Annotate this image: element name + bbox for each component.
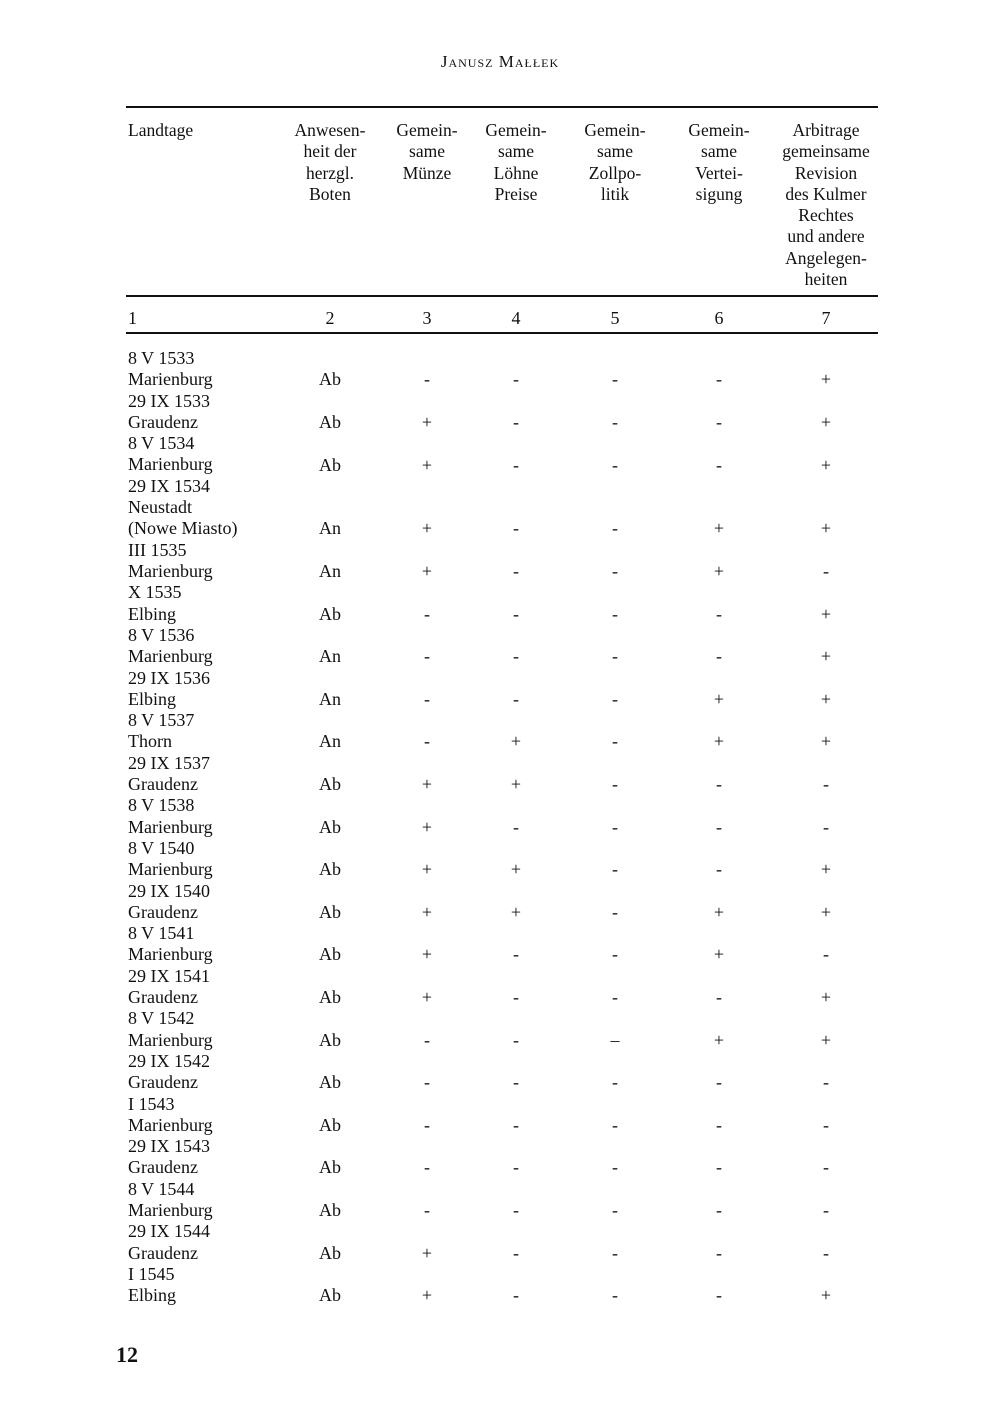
table-cell: + (820, 731, 832, 752)
table-cell: - (612, 1072, 618, 1093)
table-cell: - (823, 1200, 829, 1220)
table-cell: - (612, 859, 618, 880)
table-cell: - (424, 1200, 430, 1220)
table-cell: + (510, 859, 522, 880)
table-row-landtag (128, 668, 210, 711)
landtag-line: Marienburg (128, 859, 213, 880)
table-cell: - (513, 1200, 519, 1220)
table-cell: - (513, 1114, 519, 1135)
header-line: Zollpo- (588, 162, 642, 183)
landtag-line: 8 V 1542 (128, 1008, 195, 1029)
table-cell: Ab (319, 901, 341, 922)
table-cell: - (424, 603, 430, 624)
table-cell: - (612, 987, 618, 1007)
header-line: same (701, 141, 737, 162)
table-row-landtag (128, 795, 213, 838)
landtag-line: 29 IX 1537 (128, 752, 210, 773)
table-cell: + (820, 369, 832, 390)
table-cell: - (823, 944, 829, 965)
page-number: 12 (116, 1342, 138, 1367)
header-line: Angelegen- (785, 247, 867, 268)
landtag-line: Marienburg (128, 646, 213, 667)
landtag-line: Graudenz (128, 986, 198, 1007)
landtag-line: 8 V 1538 (128, 795, 195, 816)
header-line: sigung (695, 183, 743, 204)
table-cell: - (612, 454, 618, 475)
table-row-landtag (128, 966, 210, 1009)
table-cell: – (610, 1029, 620, 1050)
table-cell: + (820, 1029, 832, 1050)
table-cell: + (820, 603, 832, 624)
header-line: und andere (787, 226, 865, 247)
table-cell: - (716, 1285, 722, 1306)
header-line: Löhne (493, 162, 539, 183)
table-cell: - (823, 1072, 829, 1093)
landtag-line: III 1535 (128, 539, 187, 560)
table-row-landtag (128, 1051, 210, 1094)
header-line: Arbitrage (792, 120, 860, 140)
header-line: Preise (494, 183, 538, 204)
table-cell: - (424, 646, 430, 667)
column-number: 4 (511, 308, 521, 328)
landtag-line: I 1545 (128, 1263, 175, 1284)
table-row-landtag (128, 476, 237, 540)
table-cell: - (513, 816, 519, 837)
header-line: Anwesen- (294, 120, 366, 140)
landtag-line: 29 IX 1536 (128, 667, 210, 688)
table-cell: An (319, 688, 341, 709)
landtag-line: 8 V 1544 (128, 1178, 195, 1199)
table-row-landtag (128, 348, 213, 391)
table-cell: Ab (319, 987, 341, 1007)
header-line: gemeinsame (782, 141, 870, 162)
table-cell: - (513, 688, 519, 709)
table-cell: Ab (319, 816, 341, 837)
table-cell: - (513, 1029, 519, 1050)
table-cell: + (421, 561, 433, 581)
table-cell: Ab (319, 369, 341, 390)
header-line: Vertei- (695, 162, 743, 183)
table-cell: + (713, 1029, 725, 1050)
table-cell: - (612, 1242, 618, 1263)
header-line: Münze (402, 162, 452, 183)
table-cell: - (716, 603, 722, 624)
table-cell: An (319, 561, 341, 581)
table-cell: Ab (319, 1157, 341, 1178)
table-row-landtag (128, 1008, 213, 1051)
table-cell: + (713, 518, 725, 539)
table-cell: - (716, 369, 722, 390)
table-cell: An (319, 646, 341, 667)
table-cell: - (513, 518, 519, 539)
header-anwesenheit (275, 120, 385, 205)
table-cell: - (612, 411, 618, 432)
table-cell: - (823, 1157, 829, 1178)
table-cell: + (820, 411, 832, 432)
table-cell: - (716, 411, 722, 432)
landtag-line: Graudenz (128, 1157, 198, 1178)
page-header: Janusz Małłek (440, 52, 560, 71)
table-cell: - (612, 1200, 618, 1220)
landtag-line: 29 IX 1543 (128, 1136, 210, 1157)
table-cell: - (612, 1114, 618, 1135)
table-row-landtag (128, 1221, 210, 1264)
table-cell: + (820, 987, 832, 1007)
table-cell: + (421, 987, 433, 1007)
table-cell: - (716, 1200, 722, 1220)
table-cell: - (823, 1114, 829, 1135)
landtag-line: Marienburg (128, 1199, 213, 1220)
table-cell: - (612, 1157, 618, 1178)
table-cell: - (612, 369, 618, 390)
table-cell: + (820, 901, 832, 922)
table-cell: - (823, 1242, 829, 1263)
header-line: Boten (309, 183, 351, 204)
table-cell: An (319, 518, 341, 539)
landtag-line: Elbing (128, 603, 176, 624)
table-row-landtag (128, 433, 213, 476)
landtag-line: I 1543 (128, 1093, 175, 1114)
table-cell: + (510, 901, 522, 922)
table-cell: - (716, 774, 722, 794)
column-number: 3 (422, 308, 432, 328)
header-line: Gemein- (688, 120, 750, 140)
table-cell: - (823, 774, 829, 794)
header-loehne-preise (471, 120, 561, 205)
header-line: same (498, 141, 534, 162)
table-cell: + (820, 859, 832, 880)
header-line: Gemein- (485, 120, 547, 140)
table-cell: - (424, 688, 430, 709)
table-cell: - (716, 454, 722, 475)
table-cell: + (713, 944, 725, 965)
table-cell: - (513, 369, 519, 390)
table-top-rule (126, 106, 878, 108)
table-cell: - (513, 1157, 519, 1178)
header-line: Gemein- (396, 120, 458, 140)
table-cell: - (612, 944, 618, 965)
table-cell: - (513, 603, 519, 624)
column-number: 1 (128, 308, 137, 328)
header-line: des Kulmer (785, 183, 867, 204)
landtag-line: 29 IX 1540 (128, 880, 210, 901)
table-cell: + (713, 688, 725, 709)
table-row-landtag (128, 540, 213, 583)
header-line: Landtage (128, 120, 194, 140)
landtag-line: Graudenz (128, 411, 198, 432)
table-cell: + (421, 816, 433, 837)
landtag-line: 29 IX 1541 (128, 965, 210, 986)
table-cell: Ab (319, 603, 341, 624)
column-number-rule (126, 332, 878, 334)
header-muenze (382, 120, 472, 184)
column-number: 5 (610, 308, 620, 328)
table-cell: - (823, 561, 829, 581)
table-cell: - (716, 987, 722, 1007)
table-cell: - (612, 518, 618, 539)
table-cell: + (713, 901, 725, 922)
header-line: Gemein- (584, 120, 646, 140)
header-landtage (128, 120, 193, 141)
table-cell: Ab (319, 859, 341, 880)
header-line: heit der (303, 141, 357, 162)
table-cell: Ab (319, 774, 341, 794)
table-cell: - (612, 688, 618, 709)
table-cell: + (713, 561, 725, 581)
table-row-landtag (128, 838, 213, 881)
table-cell: - (716, 1242, 722, 1263)
table-cell: + (510, 731, 522, 752)
landtag-line: Marienburg (128, 560, 213, 581)
table-cell: + (820, 646, 832, 667)
header-line: litik (600, 183, 630, 204)
landtag-line: Graudenz (128, 901, 198, 922)
table-cell: An (319, 731, 341, 752)
table-row-landtag (128, 1094, 213, 1137)
table-cell: + (421, 901, 433, 922)
table-cell: - (424, 1029, 430, 1050)
table-row-landtag (128, 582, 182, 625)
table-cell: + (510, 774, 522, 794)
header-line: same (597, 141, 633, 162)
header-bottom-rule (126, 295, 878, 297)
table-cell: - (424, 1114, 430, 1135)
table-cell: - (612, 901, 618, 922)
landtag-line: 8 V 1541 (128, 923, 195, 944)
landtag-line: Graudenz (128, 1072, 198, 1093)
landtag-line: 8 V 1540 (128, 837, 195, 858)
table-cell: Ab (319, 1114, 341, 1135)
landtag-line: Graudenz (128, 773, 198, 794)
table-cell: - (716, 816, 722, 837)
table-cell: + (820, 518, 832, 539)
table-cell: - (513, 1072, 519, 1093)
landtag-line: X 1535 (128, 582, 182, 603)
table-cell: - (716, 1072, 722, 1093)
column-number: 2 (325, 308, 335, 328)
table-cell: - (612, 774, 618, 794)
table-row-landtag (128, 753, 210, 796)
landtag-line: (Nowe Miasto) (128, 518, 238, 539)
header-arbitrage (766, 120, 886, 290)
table-cell: + (820, 454, 832, 475)
table-row-landtag (128, 1179, 213, 1222)
column-number: 6 (714, 308, 724, 328)
table-cell: Ab (319, 1200, 341, 1220)
table-row-landtag (128, 923, 213, 966)
table-cell: - (716, 859, 722, 880)
table-cell: + (421, 411, 433, 432)
landtag-line: 29 IX 1533 (128, 390, 210, 411)
table-cell: - (513, 411, 519, 432)
table-cell: - (513, 987, 519, 1007)
table-cell: - (424, 369, 430, 390)
landtag-line: 29 IX 1542 (128, 1050, 210, 1071)
table-cell: + (820, 688, 832, 709)
table-cell: - (612, 1285, 618, 1306)
table-cell: - (513, 454, 519, 475)
landtag-line: 29 IX 1534 (128, 475, 210, 496)
table-cell: - (424, 1157, 430, 1178)
table-row-landtag (128, 391, 210, 434)
table-cell: Ab (319, 1029, 341, 1050)
table-cell: - (823, 816, 829, 837)
table-cell: + (421, 944, 433, 965)
table-cell: Ab (319, 1242, 341, 1263)
landtag-line: Elbing (128, 688, 176, 709)
table-cell: - (513, 1242, 519, 1263)
landtag-line: Neustadt (128, 497, 192, 518)
table-cell: - (612, 816, 618, 837)
landtag-line: 8 V 1534 (128, 433, 195, 454)
header-line: Rechtes (798, 205, 854, 226)
landtag-line: Marienburg (128, 1029, 213, 1050)
header-verteisigung (674, 120, 764, 205)
landtag-line: Elbing (128, 1285, 176, 1306)
table-cell: Ab (319, 1072, 341, 1093)
table-cell: Ab (319, 411, 341, 432)
landtag-line: Marienburg (128, 369, 213, 390)
landtag-line: 8 V 1533 (128, 348, 195, 368)
landtag-line: 8 V 1536 (128, 624, 195, 645)
table-cell: - (424, 731, 430, 752)
table-cell: - (424, 1072, 430, 1093)
landtag-line: Marienburg (128, 1114, 213, 1135)
table-cell: - (612, 603, 618, 624)
landtag-line: 8 V 1537 (128, 710, 195, 731)
header-line: herzgl. (305, 162, 355, 183)
table-cell: + (421, 1285, 433, 1306)
table-cell: + (820, 1285, 832, 1306)
column-number: 7 (821, 308, 831, 328)
table-cell: - (716, 1114, 722, 1135)
header-line: heiten (804, 269, 848, 290)
table-cell: Ab (319, 944, 341, 965)
table-cell: + (421, 518, 433, 539)
table-cell: - (716, 646, 722, 667)
header-zollpolitik (570, 120, 660, 205)
landtag-line: Thorn (128, 731, 172, 752)
table-cell: - (513, 944, 519, 965)
table-row-landtag (128, 710, 194, 753)
landtag-line: Marienburg (128, 944, 213, 965)
table-cell: + (421, 774, 433, 794)
table-cell: + (421, 1242, 433, 1263)
header-line: same (409, 141, 445, 162)
table-row-landtag (128, 1264, 176, 1307)
table-cell: - (612, 646, 618, 667)
landtag-line: Marienburg (128, 816, 213, 837)
landtag-line: Marienburg (128, 454, 213, 475)
table-row-landtag (128, 625, 213, 668)
table-cell: - (612, 561, 618, 581)
table-row-landtag (128, 1136, 210, 1179)
table-cell: - (513, 646, 519, 667)
landtag-line: 29 IX 1544 (128, 1221, 210, 1242)
table-cell: - (612, 731, 618, 752)
table-cell: Ab (319, 454, 341, 475)
table-row-landtag (128, 881, 210, 924)
table-cell: Ab (319, 1285, 341, 1306)
table-cell: - (513, 1285, 519, 1306)
table-cell: + (421, 454, 433, 475)
table-cell: + (421, 859, 433, 880)
landtag-line: Graudenz (128, 1242, 198, 1263)
table-cell: - (716, 1157, 722, 1178)
header-line: Revision (794, 162, 858, 183)
table-cell: + (713, 731, 725, 752)
table-cell: - (513, 561, 519, 581)
